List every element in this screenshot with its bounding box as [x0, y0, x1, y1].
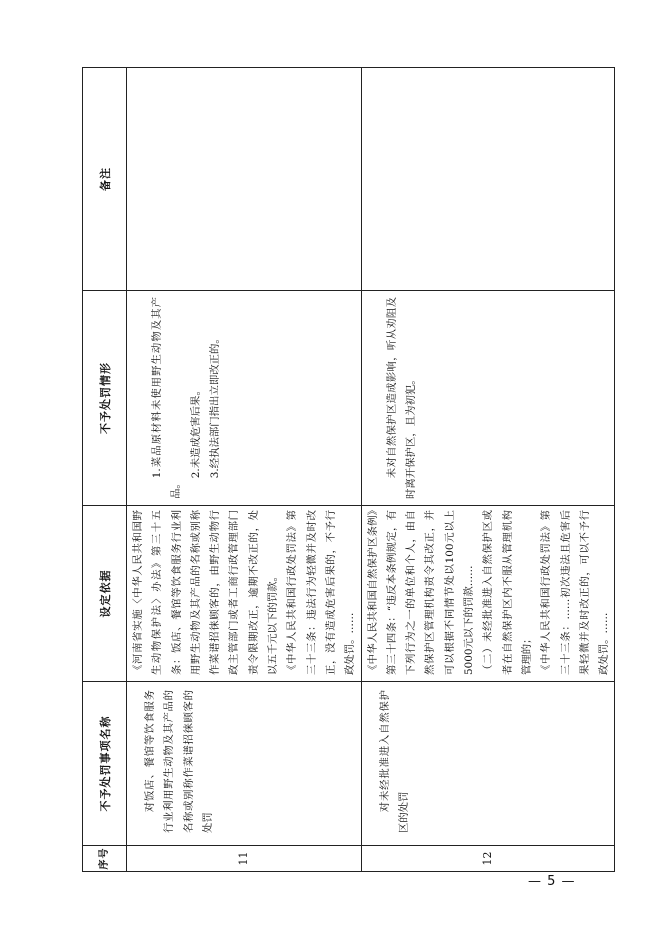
situation-line: 未对自然保护区造成影响，听从劝阻及时离开保护区，且为初犯。: [385, 297, 417, 499]
basis-paragraph: 《中华人民共和国行政处罚法》第三十三条：……初次违法且危害后果轻微并及时改正的，可以不予行政处罚。……: [540, 510, 611, 675]
table-header-row: [83, 68, 127, 872]
row-number: 12: [361, 846, 615, 872]
rotated-table-container: [82, 68, 611, 872]
exemption-situation: [127, 291, 362, 506]
row-number: 11: [127, 846, 362, 872]
situation-line: 3.经执法部门指出立即改正的。: [208, 333, 221, 479]
penalty-exemption-table: [82, 67, 615, 872]
header-basis: 设定依据: [83, 506, 127, 682]
header-remarks: 备注: [83, 68, 127, 291]
basis-paragraph: 《中华人民共和国行政处罚法》第三十三条：违法行为轻微并及时改正，没有造成危害后果的，不予行政处罚。……: [286, 510, 357, 675]
basis-paragraph: 《中华人民共和国自然保护区条例》第三十四条：“违反本条例规定，有下列行为之一的单位和个人，由自然保护区管理机构责令其改正，并可以根据不同情节处以100元以上5000元以下的罚款……: [366, 510, 476, 675]
exemption-situation: [361, 291, 615, 506]
header-situation: 不予处罚情形: [83, 291, 127, 506]
situation-line: 2.未造成危害后果。: [189, 385, 202, 479]
table-row: [127, 68, 362, 872]
situation-line: 1.菜品原材料未使用野生动物及其产品。: [151, 297, 183, 499]
remarks-cell: [127, 68, 362, 291]
legal-basis: [127, 506, 362, 682]
header-no: 序号: [83, 846, 127, 872]
item-name: 对未经批准进入自然保护区的处罚: [361, 682, 615, 846]
remarks-cell: [361, 68, 615, 291]
basis-paragraph: 《河南省实施〈中华人民共和国野生动物保护法〉办法》第三十五条：饭店、餐馆等饮食服务行业利用野生动物及其产品的名称或别称作菜谱招徕顾客的，由野生动物行政主管部门或者工商行政管理部门责令限期改正，逾期不改正的，处以五千元以下的罚款。: [132, 510, 280, 675]
header-name: 不予处罚事项名称: [83, 682, 127, 846]
page-number: — 5 —: [528, 874, 576, 889]
item-name: 对饭店、餐馆等饮食服务行业利用野生动物及其产品的名称或别称作菜谱招徕顾客的处罚: [127, 682, 362, 846]
basis-paragraph: （二）未经批准进入自然保护区或者在自然保护区内不服从管理机构管理的；: [482, 510, 533, 675]
table-row: [361, 68, 615, 872]
legal-basis: [361, 506, 615, 682]
